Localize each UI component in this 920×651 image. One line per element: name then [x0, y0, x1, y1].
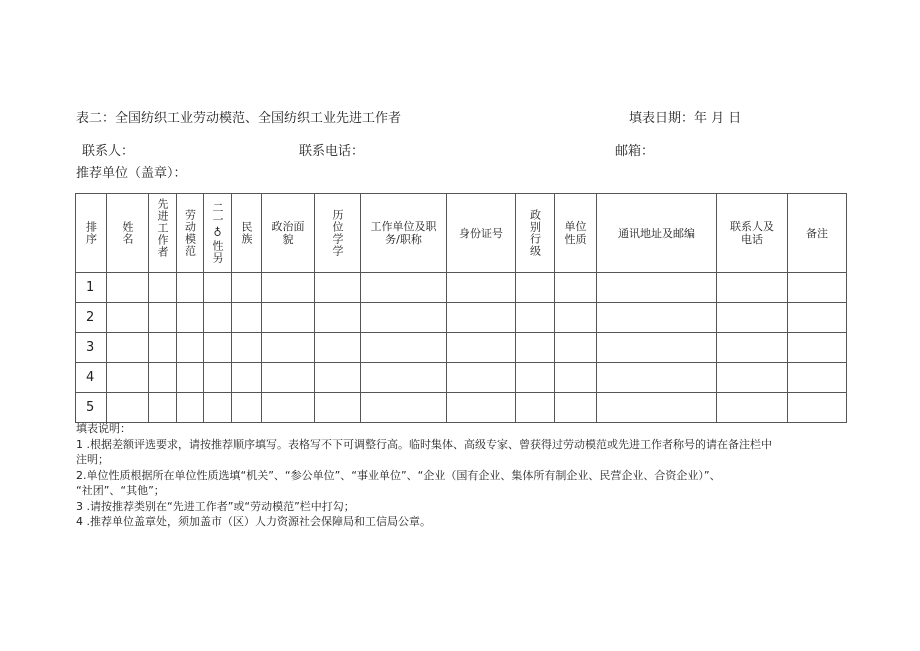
remarks-cell[interactable] [788, 273, 847, 303]
education-cell[interactable] [315, 273, 361, 303]
unit-type-cell[interactable] [555, 363, 597, 393]
remarks-cell[interactable] [788, 363, 847, 393]
unit-type-cell[interactable] [555, 273, 597, 303]
name-cell[interactable] [107, 393, 149, 423]
model-worker-cell[interactable] [177, 303, 204, 333]
column-header-political-status: 政治面貌 [262, 194, 315, 273]
address-cell[interactable] [597, 303, 717, 333]
contact-cell[interactable] [717, 363, 788, 393]
column-header-ethnicity: 民族 [232, 194, 262, 273]
political-status-cell[interactable] [262, 273, 315, 303]
education-cell[interactable] [315, 333, 361, 363]
advanced-worker-cell[interactable] [149, 333, 177, 363]
contact-cell[interactable] [717, 273, 788, 303]
contact-cell[interactable] [717, 393, 788, 423]
model-worker-cell[interactable] [177, 333, 204, 363]
id-number-cell[interactable] [447, 393, 516, 423]
workplace-cell[interactable] [361, 393, 447, 423]
contact-cell[interactable] [717, 333, 788, 363]
column-header-name: 姓名 [107, 194, 149, 273]
instruction-item: “社团”、“其他”； [76, 484, 165, 497]
table-row [76, 363, 847, 393]
column-header-model-worker: 劳动模范 [177, 194, 204, 273]
advanced-worker-cell[interactable] [149, 363, 177, 393]
instruction-item: 4 .推荐单位盖章处，须加盖市（区）人力资源社会保障局和工信局公章。 [76, 515, 431, 528]
id-number-cell[interactable] [447, 363, 516, 393]
contact-phone-label: 联系电话： [299, 144, 365, 159]
political-status-cell[interactable] [262, 333, 315, 363]
advanced-worker-cell[interactable] [149, 273, 177, 303]
ethnicity-cell[interactable] [232, 303, 262, 333]
column-header-education: 历位学学 [315, 194, 361, 273]
gender-cell[interactable] [204, 363, 232, 393]
ethnicity-cell[interactable] [232, 363, 262, 393]
ethnicity-cell[interactable] [232, 333, 262, 363]
education-cell[interactable] [315, 303, 361, 333]
column-header-gender: 二一♁性另 [204, 194, 232, 273]
column-header-advanced-worker: 先进工作者 [149, 194, 177, 273]
advanced-worker-cell[interactable] [149, 303, 177, 333]
remarks-cell[interactable] [788, 333, 847, 363]
instruction-item: 注明； [76, 453, 109, 466]
column-header-administrative-level: 政别行级 [516, 194, 555, 273]
contact-person-label: 联系人： [82, 144, 135, 159]
name-cell[interactable] [107, 333, 149, 363]
workplace-cell[interactable] [361, 333, 447, 363]
id-number-cell[interactable] [447, 303, 516, 333]
advanced-worker-cell[interactable] [149, 393, 177, 423]
model-worker-cell[interactable] [177, 363, 204, 393]
education-cell[interactable] [315, 393, 361, 423]
table-row [76, 273, 847, 303]
workplace-cell[interactable] [361, 363, 447, 393]
gender-cell[interactable] [204, 303, 232, 333]
recommending-unit-label: 推荐单位（盖章）： [76, 166, 187, 181]
name-cell[interactable] [107, 273, 149, 303]
id-number-cell[interactable] [447, 273, 516, 303]
political-status-cell[interactable] [262, 303, 315, 333]
admin-level-cell[interactable] [516, 363, 555, 393]
unit-type-cell[interactable] [555, 333, 597, 363]
model-worker-cell[interactable] [177, 273, 204, 303]
column-header-contact-phone: 联系人及电话 [717, 194, 788, 273]
remarks-cell[interactable] [788, 303, 847, 333]
email-label: 邮箱： [615, 144, 655, 159]
table-row [76, 393, 847, 423]
instructions-heading: 填表说明： [76, 422, 131, 435]
column-header-rank: 排序 [76, 194, 107, 273]
address-cell[interactable] [597, 393, 717, 423]
column-header-workplace-position: 工作单位及职务/职称 [361, 194, 447, 273]
filling-instructions [76, 421, 846, 530]
nomination-table [75, 193, 847, 423]
row-number: 2 [76, 303, 107, 333]
ethnicity-cell[interactable] [232, 273, 262, 303]
political-status-cell[interactable] [262, 363, 315, 393]
column-header-unit-type: 单位性质 [555, 194, 597, 273]
row-number: 1 [76, 273, 107, 303]
gender-cell[interactable] [204, 393, 232, 423]
id-number-cell[interactable] [447, 333, 516, 363]
address-cell[interactable] [597, 273, 717, 303]
column-header-address-postcode: 通讯地址及邮编 [597, 194, 717, 273]
admin-level-cell[interactable] [516, 303, 555, 333]
education-cell[interactable] [315, 363, 361, 393]
instruction-item: 3 .请按推荐类别在“先进工作者”或“劳动模范”栏中打勾； [76, 499, 355, 513]
unit-type-cell[interactable] [555, 393, 597, 423]
ethnicity-cell[interactable] [232, 393, 262, 423]
admin-level-cell[interactable] [516, 333, 555, 363]
remarks-cell[interactable] [788, 393, 847, 423]
table-row [76, 333, 847, 363]
admin-level-cell[interactable] [516, 273, 555, 303]
admin-level-cell[interactable] [516, 393, 555, 423]
contact-cell[interactable] [717, 303, 788, 333]
address-cell[interactable] [597, 333, 717, 363]
gender-cell[interactable] [204, 333, 232, 363]
fill-date-label: 填表日期：年 月 日 [629, 111, 742, 126]
political-status-cell[interactable] [262, 393, 315, 423]
table-row [76, 303, 847, 333]
column-header-id-number: 身份证号 [447, 194, 516, 273]
row-number: 5 [76, 393, 107, 423]
workplace-cell[interactable] [361, 273, 447, 303]
row-number: 3 [76, 333, 107, 363]
form-title: 表二：全国纺织工业劳动模范、全国纺织工业先进工作者 [76, 111, 402, 126]
name-cell[interactable] [107, 363, 149, 393]
gender-cell[interactable] [204, 273, 232, 303]
column-header-remarks: 备注 [788, 194, 847, 273]
name-cell[interactable] [107, 303, 149, 333]
instruction-item: 1 .根据差额评选要求，请按推荐顺序填写。表格写不下可调整行高。临时集体、高级专家、曾获得过劳动模范或先进工作者称号的请在备注栏中 [76, 437, 772, 451]
workplace-cell[interactable] [361, 303, 447, 333]
model-worker-cell[interactable] [177, 393, 204, 423]
instruction-item: 2.单位性质根据所在单位性质选填“机关”、“参公单位”、“事业单位”、“企业（国有企业、集体所有制企业、民营企业、合资企业）”、 [76, 468, 721, 482]
address-cell[interactable] [597, 363, 717, 393]
unit-type-cell[interactable] [555, 303, 597, 333]
row-number: 4 [76, 363, 107, 393]
table-header-row [76, 194, 847, 273]
